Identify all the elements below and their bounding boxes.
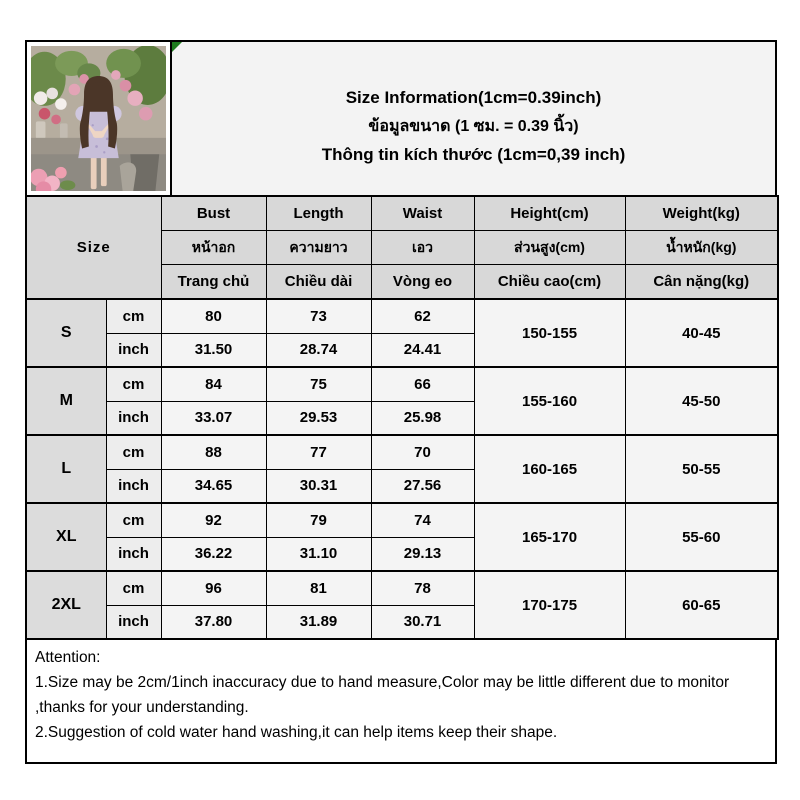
unit-cell: inch bbox=[106, 605, 161, 639]
value-cell: 37.80 bbox=[161, 605, 266, 639]
value-cell: 24.41 bbox=[371, 333, 474, 367]
height-range-cell: 170-175 bbox=[474, 571, 625, 639]
unit-cell: inch bbox=[106, 469, 161, 503]
size-header-cell: Size bbox=[26, 196, 161, 299]
size-label-xl: XL bbox=[26, 503, 106, 571]
value-cell: 66 bbox=[371, 367, 474, 401]
value-cell: 70 bbox=[371, 435, 474, 469]
weight-range-cell: 55-60 bbox=[625, 503, 778, 571]
value-cell: 80 bbox=[161, 299, 266, 333]
value-cell: 73 bbox=[266, 299, 371, 333]
height-range-cell: 160-165 bbox=[474, 435, 625, 503]
value-cell: 88 bbox=[161, 435, 266, 469]
row-m-cm bbox=[26, 367, 778, 401]
weight-range-cell: 60-65 bbox=[625, 571, 778, 639]
unit-cell: inch bbox=[106, 401, 161, 435]
value-cell: 29.13 bbox=[371, 537, 474, 571]
header-waist-th: เอว bbox=[371, 231, 474, 265]
weight-range-cell: 45-50 bbox=[625, 367, 778, 435]
header-length-en: Length bbox=[266, 196, 371, 231]
value-cell: 27.56 bbox=[371, 469, 474, 503]
attention-box bbox=[25, 638, 777, 764]
header-bust-vi: Trang chủ bbox=[161, 265, 266, 300]
unit-cell: cm bbox=[106, 299, 161, 333]
header-length-vi: Chiều dài bbox=[266, 265, 371, 300]
weight-range-cell: 50-55 bbox=[625, 435, 778, 503]
header-height-th: ส่วนสูง(cm) bbox=[474, 231, 625, 265]
attention-heading: Attention: bbox=[35, 649, 101, 666]
attention-note-1: 1.Size may be 2cm/1inch inaccuracy due to hand measure,Color may be little different due to monitor ,thanks for your understanding. bbox=[35, 674, 730, 716]
value-cell: 25.98 bbox=[371, 401, 474, 435]
header-weight-th: น้ำหนัก(kg) bbox=[625, 231, 778, 265]
value-cell: 31.10 bbox=[266, 537, 371, 571]
value-cell: 84 bbox=[161, 367, 266, 401]
size-information-title bbox=[172, 42, 775, 195]
title-thai: ข้อมูลขนาด (1 ซม. = 0.39 นิ้ว) bbox=[368, 118, 579, 135]
value-cell: 31.50 bbox=[161, 333, 266, 367]
value-cell: 96 bbox=[161, 571, 266, 605]
title-block bbox=[25, 40, 777, 195]
size-chart-sheet bbox=[25, 40, 777, 764]
size-table bbox=[25, 195, 779, 640]
value-cell: 31.89 bbox=[266, 605, 371, 639]
unit-cell: cm bbox=[106, 571, 161, 605]
value-cell: 75 bbox=[266, 367, 371, 401]
value-cell: 79 bbox=[266, 503, 371, 537]
size-label-s: S bbox=[26, 299, 106, 367]
cell-corner-marker-icon bbox=[172, 42, 182, 52]
value-cell: 77 bbox=[266, 435, 371, 469]
value-cell: 78 bbox=[371, 571, 474, 605]
value-cell: 30.71 bbox=[371, 605, 474, 639]
height-range-cell: 155-160 bbox=[474, 367, 625, 435]
value-cell: 74 bbox=[371, 503, 474, 537]
unit-cell: inch bbox=[106, 333, 161, 367]
value-cell: 34.65 bbox=[161, 469, 266, 503]
header-weight-vi: Cân nặng(kg) bbox=[625, 265, 778, 300]
header-weight-en: Weight(kg) bbox=[625, 196, 778, 231]
model-photo-illustration bbox=[31, 46, 166, 191]
header-waist-vi: Vòng eo bbox=[371, 265, 474, 300]
header-height-vi: Chiều cao(cm) bbox=[474, 265, 625, 300]
value-cell: 29.53 bbox=[266, 401, 371, 435]
unit-cell: cm bbox=[106, 503, 161, 537]
header-row-english bbox=[26, 196, 778, 231]
height-range-cell: 165-170 bbox=[474, 503, 625, 571]
row-l-cm bbox=[26, 435, 778, 469]
header-bust-en: Bust bbox=[161, 196, 266, 231]
value-cell: 92 bbox=[161, 503, 266, 537]
weight-range-cell: 40-45 bbox=[625, 299, 778, 367]
row-s-cm bbox=[26, 299, 778, 333]
unit-cell: cm bbox=[106, 435, 161, 469]
product-photo bbox=[27, 42, 172, 195]
value-cell: 30.31 bbox=[266, 469, 371, 503]
unit-cell: inch bbox=[106, 537, 161, 571]
row-2xl-cm bbox=[26, 571, 778, 605]
attention-note-2: 2.Suggestion of cold water hand washing,it can help items keep their shape. bbox=[35, 724, 558, 741]
header-height-en: Height(cm) bbox=[474, 196, 625, 231]
title-english: Size Information(1cm=0.39inch) bbox=[345, 88, 602, 107]
value-cell: 62 bbox=[371, 299, 474, 333]
value-cell: 81 bbox=[266, 571, 371, 605]
value-cell: 36.22 bbox=[161, 537, 266, 571]
size-label-l: L bbox=[26, 435, 106, 503]
value-cell: 28.74 bbox=[266, 333, 371, 367]
title-vietnamese: Thông tin kích thước (1cm=0,39 inch) bbox=[321, 145, 626, 164]
size-label-m: M bbox=[26, 367, 106, 435]
header-length-th: ความยาว bbox=[266, 231, 371, 265]
unit-cell: cm bbox=[106, 367, 161, 401]
header-waist-en: Waist bbox=[371, 196, 474, 231]
size-label-2xl: 2XL bbox=[26, 571, 106, 639]
height-range-cell: 150-155 bbox=[474, 299, 625, 367]
row-xl-cm bbox=[26, 503, 778, 537]
value-cell: 33.07 bbox=[161, 401, 266, 435]
header-bust-th: หน้าอก bbox=[161, 231, 266, 265]
